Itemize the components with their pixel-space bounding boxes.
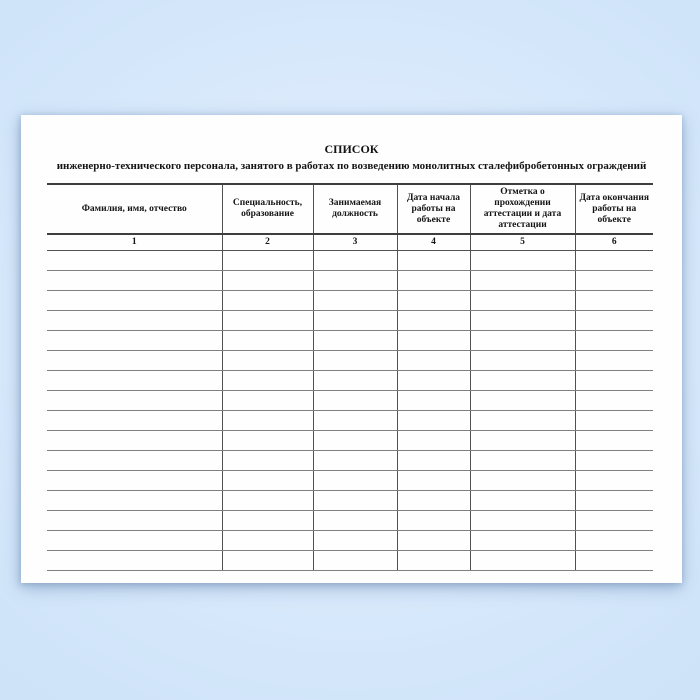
table-row xyxy=(47,251,653,271)
table-cell xyxy=(222,471,313,491)
table-cell xyxy=(313,311,397,331)
table-row xyxy=(47,331,653,351)
table-cell xyxy=(313,391,397,411)
table-cell xyxy=(470,271,575,291)
table-cell xyxy=(397,411,470,431)
table-cell xyxy=(470,331,575,351)
table-cell xyxy=(222,491,313,511)
table-cell xyxy=(397,291,470,311)
table-cell xyxy=(222,351,313,371)
table-cell xyxy=(313,291,397,311)
table-cell xyxy=(313,431,397,451)
table-cell xyxy=(313,371,397,391)
table-row xyxy=(47,531,653,551)
document-page xyxy=(21,115,682,583)
table-row xyxy=(47,411,653,431)
table-cell xyxy=(47,471,222,491)
table-cell xyxy=(397,531,470,551)
column-header-3: Занимаемая должность xyxy=(313,184,397,234)
table-cell xyxy=(47,371,222,391)
table-cell xyxy=(222,451,313,471)
table-cell xyxy=(470,491,575,511)
table-cell xyxy=(313,511,397,531)
table-cell xyxy=(470,391,575,411)
table-cell xyxy=(397,331,470,351)
table-cell xyxy=(575,271,653,291)
table-cell xyxy=(397,511,470,531)
table-row xyxy=(47,311,653,331)
table-header-row xyxy=(47,184,653,234)
column-number-4: 4 xyxy=(397,234,470,251)
table-cell xyxy=(313,471,397,491)
table-cell xyxy=(397,471,470,491)
table-cell xyxy=(47,311,222,331)
table-cell xyxy=(47,551,222,571)
table-cell xyxy=(222,371,313,391)
table-row xyxy=(47,511,653,531)
table-row xyxy=(47,271,653,291)
table-cell xyxy=(397,311,470,331)
table-row xyxy=(47,371,653,391)
table-cell xyxy=(47,511,222,531)
table-cell xyxy=(47,291,222,311)
table-cell xyxy=(222,271,313,291)
table-cell xyxy=(313,351,397,371)
table-cell xyxy=(47,391,222,411)
table-row xyxy=(47,291,653,311)
table-cell xyxy=(313,251,397,271)
table-cell xyxy=(222,331,313,351)
table-cell xyxy=(47,431,222,451)
column-header-1: Фамилия, имя, отчество xyxy=(47,184,222,234)
table-cell xyxy=(47,331,222,351)
table-cell xyxy=(222,511,313,531)
table-cell xyxy=(575,531,653,551)
table-cell xyxy=(470,411,575,431)
table-cell xyxy=(470,251,575,271)
column-header-6: Дата окончания работы на объекте xyxy=(575,184,653,234)
table-cell xyxy=(470,431,575,451)
table-cell xyxy=(575,511,653,531)
table-cell xyxy=(47,251,222,271)
column-number-1: 1 xyxy=(47,234,222,251)
column-number-row xyxy=(47,234,653,251)
personnel-table xyxy=(47,183,653,571)
table-cell xyxy=(222,251,313,271)
table-cell xyxy=(575,251,653,271)
table-cell xyxy=(222,391,313,411)
table-cell xyxy=(575,411,653,431)
table-cell xyxy=(470,351,575,371)
table-row xyxy=(47,431,653,451)
column-number-6: 6 xyxy=(575,234,653,251)
table-cell xyxy=(47,531,222,551)
table-cell xyxy=(470,551,575,571)
table-cell xyxy=(470,511,575,531)
table-cell xyxy=(222,291,313,311)
table-cell xyxy=(470,531,575,551)
column-number-3: 3 xyxy=(313,234,397,251)
table-cell xyxy=(313,531,397,551)
table-cell xyxy=(222,531,313,551)
document-title: СПИСОК xyxy=(324,142,379,156)
column-number-5: 5 xyxy=(470,234,575,251)
table-cell xyxy=(222,311,313,331)
table-cell xyxy=(313,551,397,571)
table-cell xyxy=(47,491,222,511)
table-cell xyxy=(575,471,653,491)
column-number-2: 2 xyxy=(222,234,313,251)
table-cell xyxy=(470,311,575,331)
table-cell xyxy=(575,431,653,451)
table-cell xyxy=(397,371,470,391)
table-cell xyxy=(397,431,470,451)
table-row xyxy=(47,491,653,511)
table-body xyxy=(47,234,653,571)
table-cell xyxy=(470,451,575,471)
table-cell xyxy=(575,451,653,471)
table-row xyxy=(47,451,653,471)
table-cell xyxy=(397,391,470,411)
table-cell xyxy=(47,451,222,471)
table-cell xyxy=(575,551,653,571)
table-cell xyxy=(397,251,470,271)
table-cell xyxy=(575,331,653,351)
table-cell xyxy=(222,411,313,431)
table-row xyxy=(47,351,653,371)
table-cell xyxy=(222,551,313,571)
table-cell xyxy=(47,271,222,291)
table-cell xyxy=(575,291,653,311)
table-cell xyxy=(47,411,222,431)
table-row xyxy=(47,471,653,491)
table-cell xyxy=(470,471,575,491)
table-cell xyxy=(397,451,470,471)
table-cell xyxy=(313,411,397,431)
table-cell xyxy=(397,551,470,571)
table-cell xyxy=(47,351,222,371)
table-cell xyxy=(575,311,653,331)
table-cell xyxy=(397,491,470,511)
table-cell xyxy=(397,271,470,291)
column-header-5: Отметка о прохождении аттестации и дата аттестации xyxy=(470,184,575,234)
table-cell xyxy=(470,371,575,391)
document-subtitle: инженерно-технического персонала, занятого в работах по возведению монолитных сталефибробетонных ограждений xyxy=(56,160,647,172)
table-cell xyxy=(397,351,470,371)
table-cell xyxy=(313,271,397,291)
table-cell xyxy=(575,371,653,391)
table-cell xyxy=(575,391,653,411)
table-row xyxy=(47,391,653,411)
table-cell xyxy=(313,331,397,351)
column-header-2: Специальность, образование xyxy=(222,184,313,234)
table-row xyxy=(47,551,653,571)
table-cell xyxy=(470,291,575,311)
table-cell xyxy=(575,351,653,371)
table-cell xyxy=(575,491,653,511)
table-cell xyxy=(313,491,397,511)
table-head xyxy=(47,184,653,234)
table-cell xyxy=(313,451,397,471)
column-header-4: Дата начала работы на объекте xyxy=(397,184,470,234)
table-cell xyxy=(222,431,313,451)
